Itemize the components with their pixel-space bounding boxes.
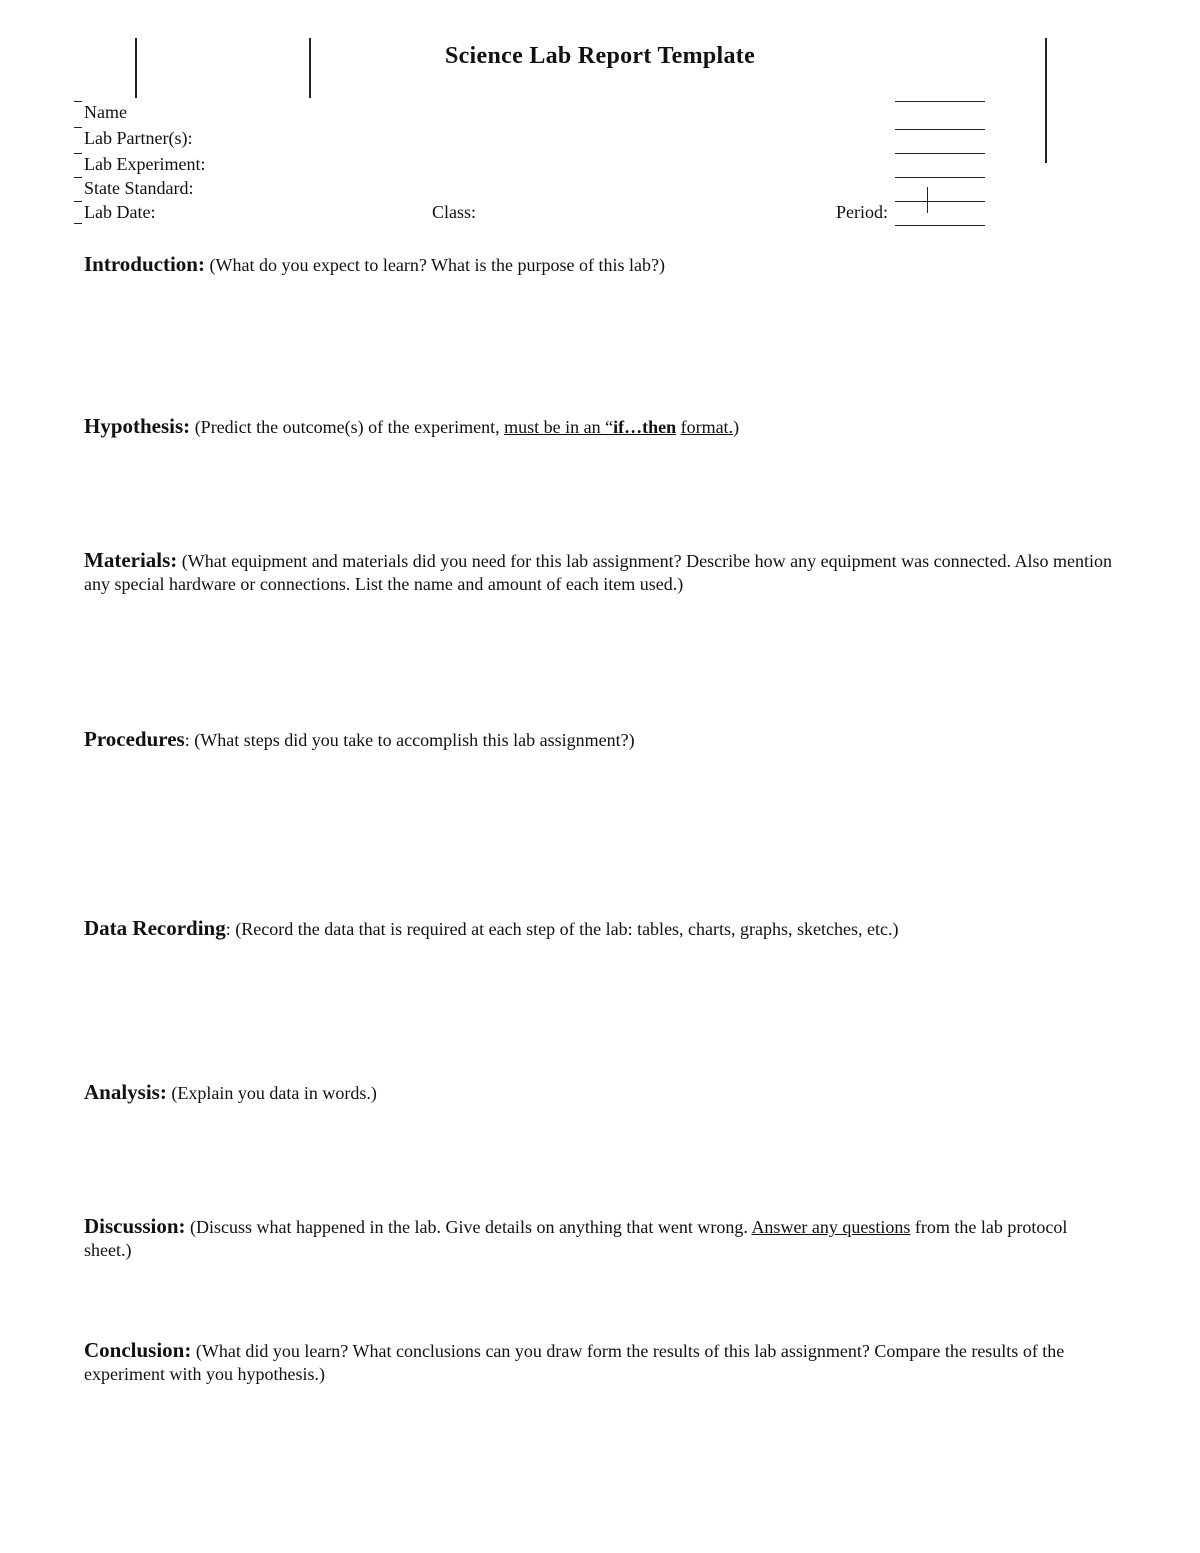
hypothesis-section [84, 415, 1114, 439]
discussion-heading: Discussion: [84, 1214, 186, 1238]
conclusion-text: (What did you learn? What conclusions can you draw form the results of this lab assignment? Compare the results of the experiment with you hypothesis.) [84, 1341, 1065, 1384]
analysis-text: (Explain you data in words.) [171, 1083, 377, 1103]
state-standard-label: State Standard: [84, 178, 194, 198]
name-blank-line[interactable] [895, 101, 985, 102]
field-marker [74, 101, 82, 102]
field-marker [74, 177, 82, 178]
lab-partners-label: Lab Partner(s): [84, 128, 193, 148]
discussion-text: (Discuss what happened in the lab. Give details on anything that went wrong. [190, 1217, 748, 1237]
lab-date-blank-line[interactable] [895, 201, 985, 202]
data-recording-text: : (Record the data that is required at each step of the lab: tables, charts, graphs, sketches, etc.) [225, 919, 899, 939]
data-recording-section [84, 917, 1114, 941]
analysis-heading: Analysis: [84, 1080, 167, 1104]
field-marker [74, 201, 82, 202]
hypothesis-heading: Hypothesis: [84, 414, 191, 438]
lab-experiment-blank-line[interactable] [895, 153, 985, 154]
state-standard-blank-line[interactable] [895, 177, 985, 178]
hypothesis-requirement: must be in an “ [504, 417, 614, 437]
field-marker [74, 153, 82, 154]
hypothesis-close: ) [733, 417, 740, 437]
field-marker [74, 223, 82, 224]
lab-experiment-label: Lab Experiment: [84, 154, 206, 174]
hypothesis-if-then: if…then [613, 417, 677, 437]
period-blank-line[interactable] [895, 225, 985, 226]
conclusion-section [84, 1339, 1114, 1386]
procedures-text: : (What steps did you take to accomplish this lab assignment?) [184, 730, 635, 750]
lab-partners-blank-line[interactable] [895, 129, 985, 130]
page-title: Science Lab Report Template [444, 43, 756, 69]
data-recording-heading: Data Recording [84, 916, 226, 940]
class-label: Class: [432, 202, 477, 222]
introduction-section [84, 253, 1114, 277]
hypothesis-format: format. [680, 417, 734, 437]
cursor-mark [927, 187, 928, 213]
introduction-heading: Introduction: [84, 252, 205, 276]
analysis-section [84, 1081, 1114, 1105]
conclusion-heading: Conclusion: [84, 1338, 192, 1362]
lab-date-label: Lab Date: [84, 202, 156, 222]
procedures-section [84, 728, 1114, 752]
introduction-text: (What do you expect to learn? What is the purpose of this lab?) [209, 255, 665, 275]
hypothesis-text: (Predict the outcome(s) of the experiment, [194, 417, 500, 437]
discussion-section [84, 1215, 1114, 1262]
materials-text: (What equipment and materials did you need for this lab assignment? Describe how any equipment was connected. Also mention any special hardware or connections. List the name and amount of each item used.) [84, 551, 1113, 594]
materials-section [84, 549, 1114, 596]
discussion-answer-questions: Answer any questions [751, 1217, 911, 1237]
field-marker [74, 127, 82, 128]
period-label: Period: [836, 202, 888, 222]
name-label: Name [84, 102, 127, 122]
discussion-text-end: from the lab protocol sheet.) [84, 1217, 1068, 1260]
procedures-heading: Procedures [84, 727, 185, 751]
materials-heading: Materials: [84, 548, 178, 572]
